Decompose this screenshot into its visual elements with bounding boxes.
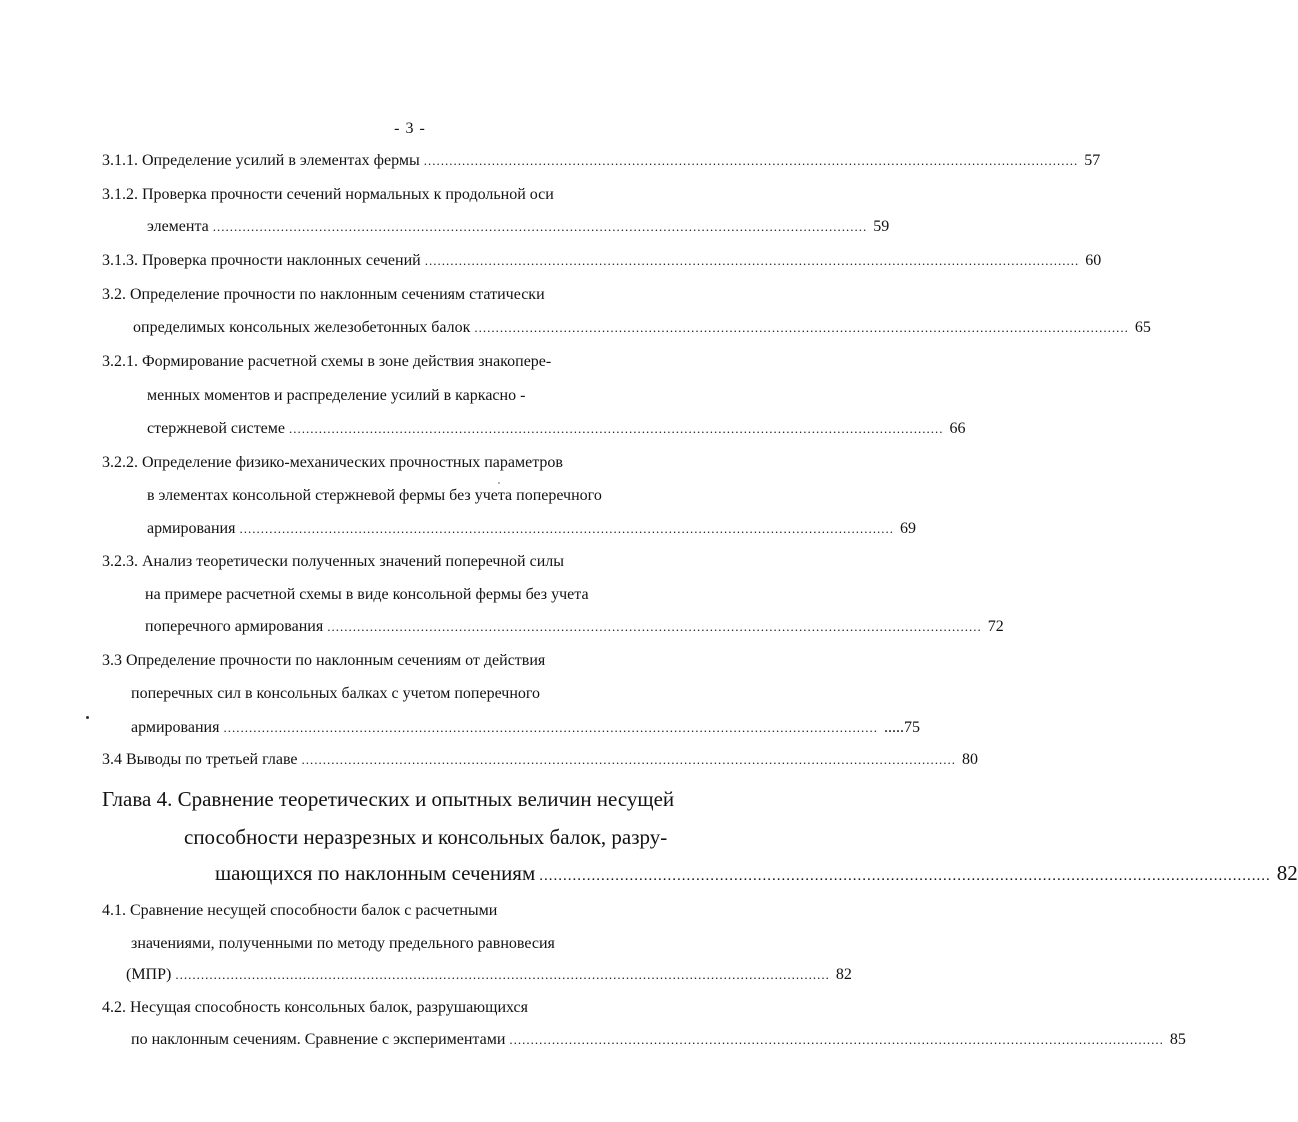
toc-entry-page: 72	[987, 618, 1004, 635]
toc-entry-title: 3.3 Определение прочности по наклонным сечениям от действия	[102, 652, 546, 669]
page-number: - 3 -	[394, 120, 426, 137]
toc-leader: ..........................................................................................................................................................	[424, 253, 1080, 268]
toc-leader: ..........................................................................................................................................................	[539, 868, 1271, 884]
toc-entry-title: 3.1.2. Проверка прочности сечений нормальных к продольной оси	[102, 186, 554, 203]
toc-entry-page: .....75	[883, 719, 920, 736]
toc-leader: ..........................................................................................................................................................	[301, 752, 956, 767]
toc-leader: ..........................................................................................................................................................	[212, 219, 868, 234]
toc-entry-page: 66	[949, 420, 966, 437]
toc-entry-page: 60	[1085, 252, 1102, 269]
toc-entry-page: 85	[1169, 1031, 1186, 1048]
toc-entry	[102, 648, 545, 674]
toc-entry-title: на примере расчетной схемы в виде консольной фермы без учета	[145, 586, 589, 603]
toc-entry-page: 82	[1276, 861, 1298, 885]
toc-entry-continuation	[131, 715, 920, 741]
toc-entry-title: значениями, полученными по методу предельного равновесия	[131, 935, 555, 952]
toc-entry	[102, 248, 1102, 274]
chapter-heading	[102, 782, 674, 816]
toc-entry-continuation	[147, 516, 916, 542]
toc-entry	[102, 747, 978, 773]
toc-entry-title: 4.2. Несущая способность консольных балок, разрушающихся	[102, 999, 528, 1016]
toc-leader: ..........................................................................................................................................................	[239, 521, 894, 536]
toc-entry-title: 3.1.1. Определение усилий в элементах фермы	[102, 152, 420, 169]
toc-entry-title: элемента	[147, 218, 209, 235]
toc-entry-continuation	[147, 416, 966, 442]
toc-entry	[102, 549, 564, 575]
toc-entry-continuation	[126, 962, 852, 988]
toc-entry-continuation	[131, 681, 540, 707]
toc-entry-title: менных моментов и распределение усилий в каркасно -	[147, 387, 526, 404]
toc-entry-continuation	[147, 214, 890, 240]
toc-entry-page: 69	[899, 520, 916, 537]
toc-entry-title: в элементах консольной стержневой фермы без учета поперечного	[147, 487, 602, 504]
toc-entry-continuation	[145, 614, 1004, 640]
toc-entry-page: 80	[962, 751, 978, 768]
toc-leader: ..........................................................................................................................................................	[175, 967, 830, 982]
chapter-title: Глава 4. Сравнение теоретических и опытных величин несущей	[102, 787, 675, 811]
toc-leader: ..........................................................................................................................................................	[289, 421, 944, 436]
toc-entry	[102, 349, 551, 375]
toc-entry-title: 3.2. Определение прочности по наклонным сечениям статически	[102, 286, 545, 303]
toc-entry-page: 57	[1084, 152, 1101, 169]
toc-entry-continuation	[131, 1027, 1186, 1053]
toc-entry-title: (МПР)	[126, 966, 172, 983]
toc-entry-title: по наклонным сечениям. Сравнение с экспериментами	[131, 1031, 506, 1048]
chapter-title: способности неразрезных и консольных балок, разру-	[184, 825, 668, 849]
toc-entry	[102, 148, 1101, 174]
toc-entry-continuation	[131, 931, 555, 957]
toc-leader: ..........................................................................................................................................................	[223, 720, 878, 735]
toc-entry-title: поперечных сил в консольных балках с учетом поперечного	[131, 685, 541, 702]
toc-entry-title: 3.1.3. Проверка прочности наклонных сечений	[102, 252, 421, 269]
toc-entry-title: армирования	[147, 520, 236, 537]
toc-entry-continuation	[145, 582, 589, 608]
toc-entry-continuation	[147, 383, 525, 409]
toc-entry-title: 3.2.2. Определение физико-механических прочностных параметров	[102, 454, 563, 471]
toc-entry-title: стержневой системе	[147, 420, 286, 437]
toc-entry-title: 3.4 Выводы по третьей главе	[102, 751, 298, 768]
toc-leader: ..........................................................................................................................................................	[474, 320, 1129, 335]
chapter-heading-continuation	[184, 820, 667, 854]
toc-entry-continuation	[133, 315, 1151, 341]
toc-entry-title: поперечного армирования	[145, 618, 324, 635]
toc-entry	[102, 995, 528, 1021]
toc-entry	[102, 450, 563, 476]
toc-entry	[102, 182, 554, 208]
toc-entry	[102, 898, 497, 924]
toc-leader: ..........................................................................................................................................................	[509, 1032, 1164, 1047]
toc-entry-page: 59	[873, 218, 890, 235]
toc-leader: ..........................................................................................................................................................	[423, 153, 1079, 168]
toc-entry-title: 4.1. Сравнение несущей способности балок с расчетными	[102, 902, 498, 919]
toc-entry-title: армирования	[131, 719, 220, 736]
scan-speck	[498, 482, 500, 484]
toc-leader: ..........................................................................................................................................................	[327, 619, 982, 634]
toc-entry-title: 3.2.1. Формирование расчетной схемы в зоне действия знакопере-	[102, 353, 552, 370]
toc-entry-continuation	[147, 483, 602, 509]
chapter-heading-continuation	[215, 856, 1298, 890]
toc-entry-title: 3.2.3. Анализ теоретически полученных значений поперечной силы	[102, 553, 564, 570]
toc-entry-page: 65	[1134, 319, 1151, 336]
toc-entry	[102, 282, 545, 308]
toc-entry-title: определимых консольных железобетонных балок	[133, 319, 471, 336]
scan-speck	[86, 716, 89, 719]
chapter-title: шающихся по наклонным сечениям	[215, 861, 536, 885]
toc-entry-page: 82	[835, 966, 852, 983]
